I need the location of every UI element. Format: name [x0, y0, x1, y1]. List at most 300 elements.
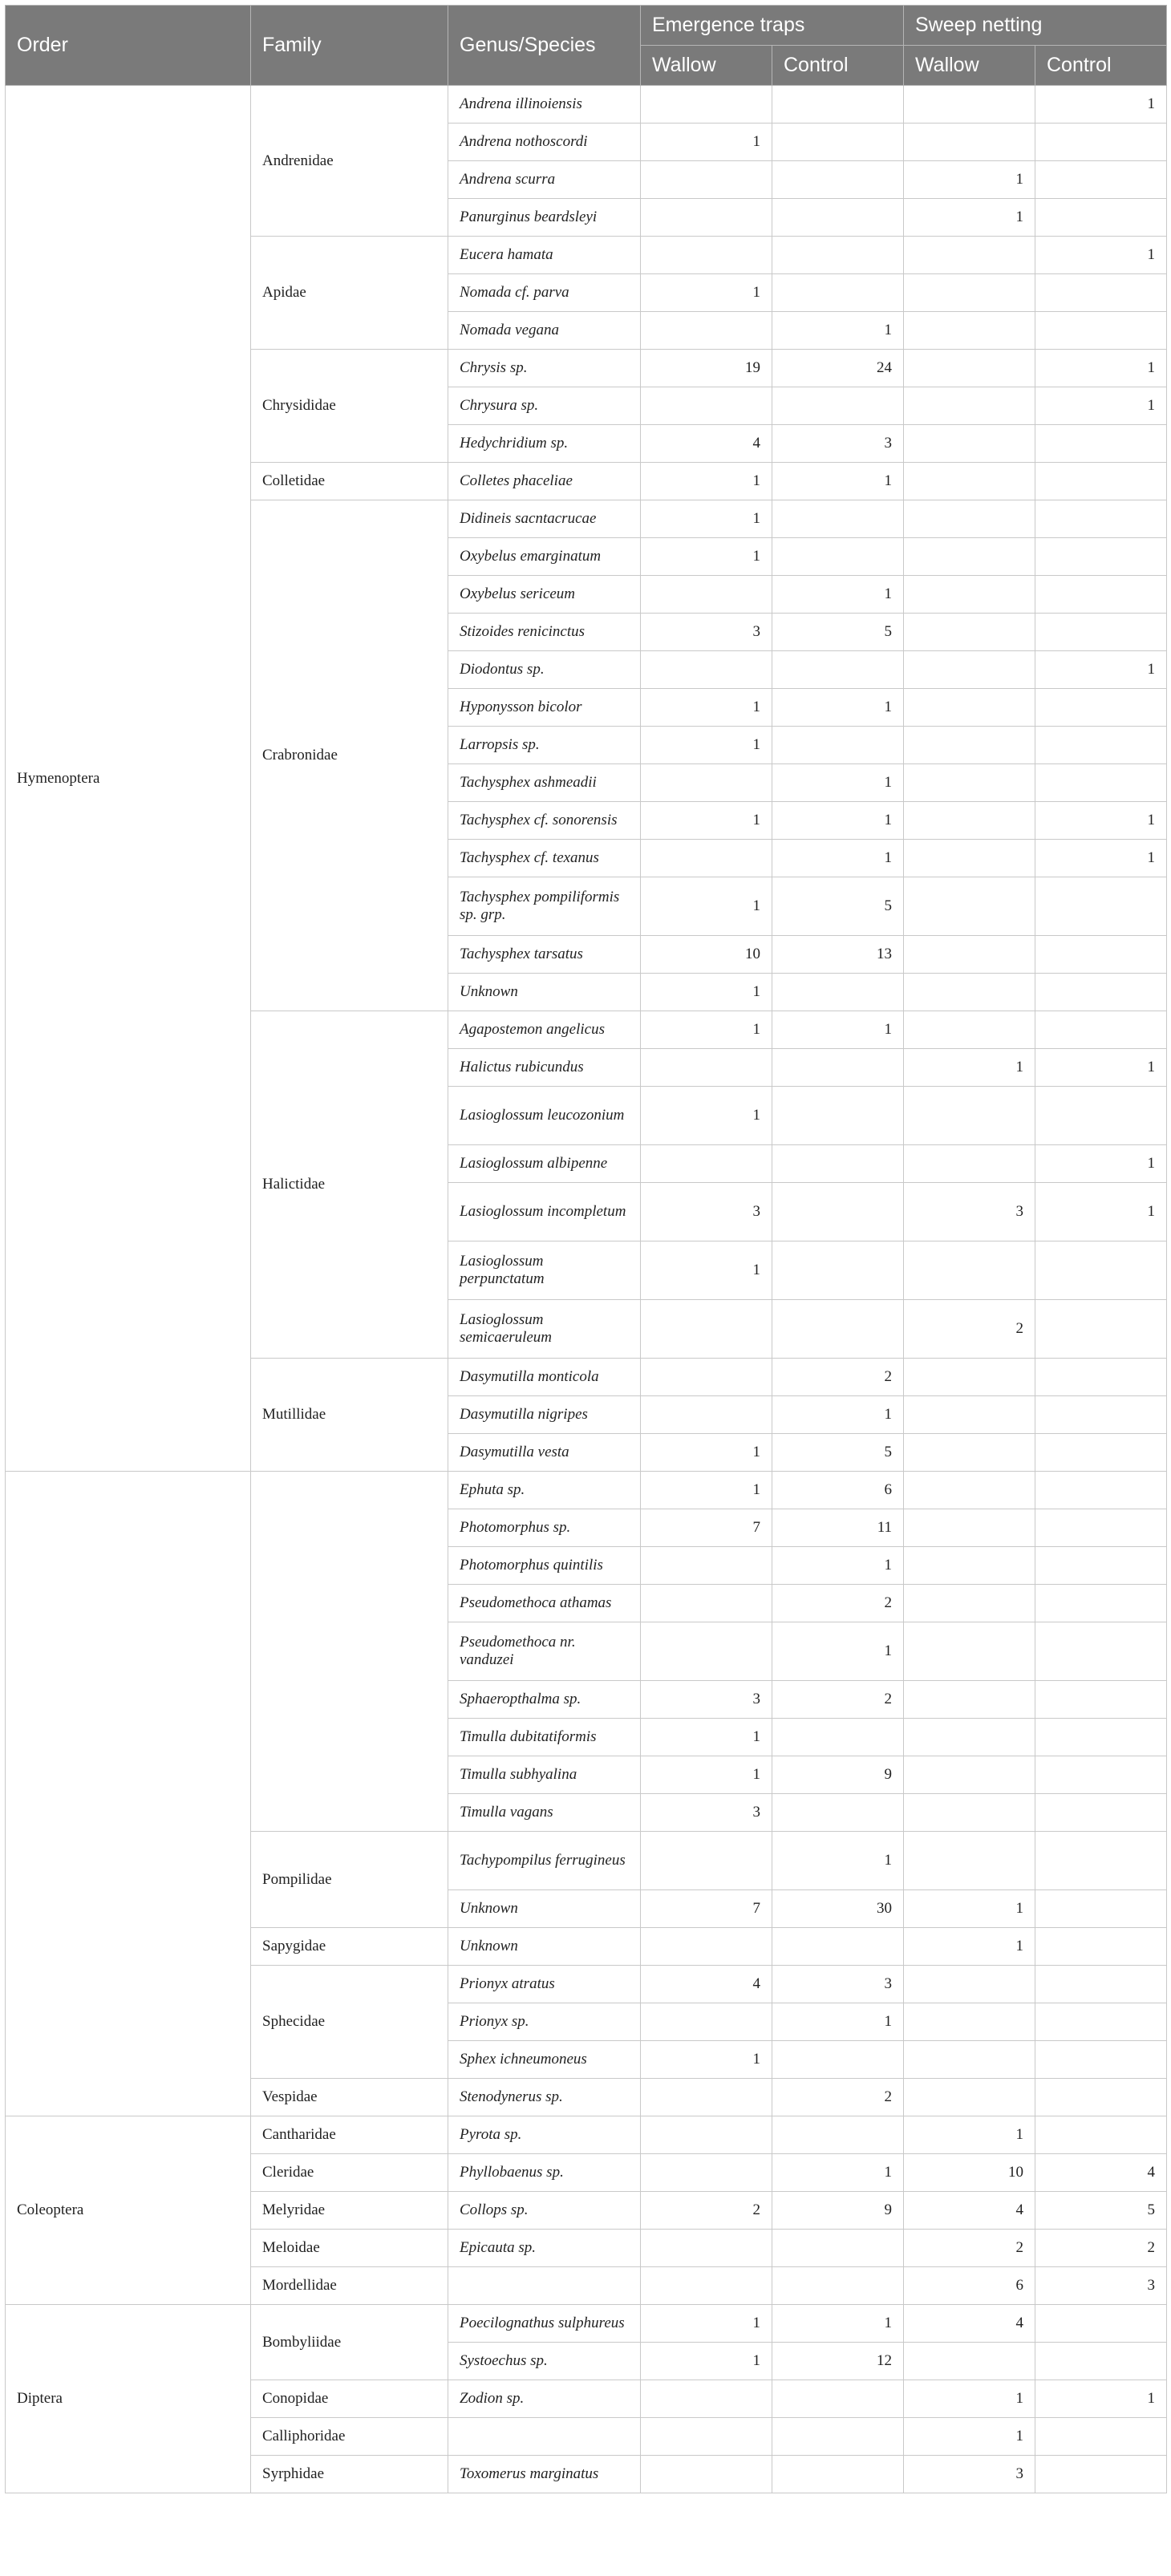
- species-cell: Andrena scurra: [448, 161, 641, 199]
- sweep-control-count: 5: [1035, 2192, 1167, 2230]
- sweep-control-count: [1035, 2079, 1167, 2116]
- species-cell: Eucera hamata: [448, 237, 641, 274]
- sweep-control-count: [1035, 1832, 1167, 1890]
- emergence-wallow-count: [641, 2003, 772, 2041]
- emergence-control-count: [772, 124, 904, 161]
- emergence-wallow-count: [641, 1547, 772, 1585]
- sweep-control-count: [1035, 576, 1167, 614]
- emergence-control-count: [772, 387, 904, 425]
- sweep-control-count: 1: [1035, 1183, 1167, 1241]
- sweep-control-count: 1: [1035, 237, 1167, 274]
- sweep-control-count: [1035, 1359, 1167, 1396]
- sweep-wallow-count: [904, 1396, 1035, 1434]
- emergence-wallow-count: 1: [641, 538, 772, 576]
- header-et-wallow: Wallow: [641, 46, 772, 86]
- emergence-control-count: [772, 538, 904, 576]
- sweep-control-count: [1035, 1719, 1167, 1756]
- sweep-control-count: [1035, 2305, 1167, 2343]
- species-cell: Tachysphex cf. texanus: [448, 840, 641, 877]
- emergence-wallow-count: [641, 1145, 772, 1183]
- species-cell: Larropsis sp.: [448, 727, 641, 764]
- emergence-wallow-count: 1: [641, 1756, 772, 1794]
- emergence-control-count: 2: [772, 1585, 904, 1622]
- sweep-wallow-count: 1: [904, 2380, 1035, 2418]
- species-cell: Unknown: [448, 974, 641, 1011]
- emergence-wallow-count: 2: [641, 2192, 772, 2230]
- species-cell: Tachysphex tarsatus: [448, 936, 641, 974]
- sweep-control-count: 1: [1035, 651, 1167, 689]
- species-cell: Timulla vagans: [448, 1794, 641, 1832]
- sweep-wallow-count: [904, 463, 1035, 500]
- sweep-wallow-count: [904, 387, 1035, 425]
- emergence-wallow-count: 1: [641, 1434, 772, 1472]
- emergence-wallow-count: 1: [641, 727, 772, 764]
- emergence-wallow-count: [641, 1585, 772, 1622]
- sweep-wallow-count: [904, 2079, 1035, 2116]
- table-row: [6, 2116, 1167, 2154]
- family-cell: Andrenidae: [251, 86, 448, 237]
- sweep-control-count: [1035, 936, 1167, 974]
- species-cell: Andrena illinoiensis: [448, 86, 641, 124]
- sweep-wallow-count: [904, 727, 1035, 764]
- species-cell: Lasioglossum incompletum: [448, 1183, 641, 1241]
- species-cell: Epicauta sp.: [448, 2230, 641, 2267]
- emergence-control-count: 24: [772, 350, 904, 387]
- emergence-control-count: 1: [772, 463, 904, 500]
- sweep-control-count: [1035, 312, 1167, 350]
- emergence-wallow-count: 4: [641, 425, 772, 463]
- table-header: [6, 6, 1167, 86]
- sweep-control-count: 1: [1035, 840, 1167, 877]
- sweep-wallow-count: [904, 350, 1035, 387]
- emergence-wallow-count: 1: [641, 802, 772, 840]
- sweep-control-count: [1035, 1622, 1167, 1681]
- sweep-control-count: [1035, 1472, 1167, 1509]
- sweep-control-count: [1035, 877, 1167, 936]
- family-cell: Bombyliidae: [251, 2305, 448, 2380]
- species-cell: Lasioglossum perpunctatum: [448, 1241, 641, 1300]
- sweep-wallow-count: 6: [904, 2267, 1035, 2305]
- emergence-control-count: 9: [772, 2192, 904, 2230]
- sweep-wallow-count: [904, 651, 1035, 689]
- family-cell: Vespidae: [251, 2079, 448, 2116]
- species-cell: Pseudomethoca athamas: [448, 1585, 641, 1622]
- species-cell: Colletes phaceliae: [448, 463, 641, 500]
- emergence-control-count: 1: [772, 2003, 904, 2041]
- emergence-wallow-count: 1: [641, 974, 772, 1011]
- sweep-control-count: [1035, 1509, 1167, 1547]
- emergence-control-count: [772, 161, 904, 199]
- emergence-wallow-count: [641, 1359, 772, 1396]
- emergence-control-count: [772, 2456, 904, 2493]
- emergence-wallow-count: [641, 387, 772, 425]
- species-cell: Diodontus sp.: [448, 651, 641, 689]
- family-cell: Meloidae: [251, 2230, 448, 2267]
- sweep-wallow-count: [904, 1241, 1035, 1300]
- emergence-control-count: 9: [772, 1756, 904, 1794]
- sweep-wallow-count: [904, 1966, 1035, 2003]
- emergence-wallow-count: 1: [641, 1719, 772, 1756]
- emergence-wallow-count: 3: [641, 614, 772, 651]
- emergence-wallow-count: [641, 651, 772, 689]
- emergence-wallow-count: [641, 1928, 772, 1966]
- order-cell: Hymenoptera: [6, 86, 251, 1472]
- family-cell: Conopidae: [251, 2380, 448, 2418]
- sweep-wallow-count: [904, 1434, 1035, 1472]
- sweep-control-count: [1035, 1756, 1167, 1794]
- emergence-control-count: [772, 237, 904, 274]
- sweep-wallow-count: [904, 1585, 1035, 1622]
- emergence-control-count: [772, 2230, 904, 2267]
- emergence-wallow-count: 3: [641, 1681, 772, 1719]
- sweep-wallow-count: 1: [904, 2418, 1035, 2456]
- sweep-wallow-count: [904, 1359, 1035, 1396]
- order-cell: Coleoptera: [6, 2116, 251, 2305]
- emergence-control-count: 1: [772, 1396, 904, 1434]
- species-cell: Panurginus beardsleyi: [448, 199, 641, 237]
- sweep-control-count: [1035, 425, 1167, 463]
- species-cell: Halictus rubicundus: [448, 1049, 641, 1087]
- emergence-wallow-count: [641, 86, 772, 124]
- emergence-wallow-count: 1: [641, 274, 772, 312]
- table-container: [5, 5, 1166, 2493]
- emergence-wallow-count: [641, 2116, 772, 2154]
- family-cell: Melyridae: [251, 2192, 448, 2230]
- emergence-wallow-count: [641, 237, 772, 274]
- emergence-wallow-count: 1: [641, 877, 772, 936]
- emergence-control-count: [772, 1183, 904, 1241]
- sweep-wallow-count: 10: [904, 2154, 1035, 2192]
- emergence-control-count: [772, 2418, 904, 2456]
- emergence-wallow-count: 3: [641, 1183, 772, 1241]
- species-cell: Agapostemon angelicus: [448, 1011, 641, 1049]
- species-cell: Oxybelus emarginatum: [448, 538, 641, 576]
- emergence-control-count: 5: [772, 877, 904, 936]
- emergence-wallow-count: 1: [641, 2305, 772, 2343]
- table-row: [6, 86, 1167, 124]
- emergence-wallow-count: [641, 2154, 772, 2192]
- sweep-control-count: [1035, 1241, 1167, 1300]
- sweep-wallow-count: [904, 689, 1035, 727]
- species-cell: Sphex ichneumoneus: [448, 2041, 641, 2079]
- emergence-wallow-count: [641, 2079, 772, 2116]
- sweep-control-count: [1035, 2003, 1167, 2041]
- emergence-wallow-count: 1: [641, 1472, 772, 1509]
- sweep-control-count: [1035, 1966, 1167, 2003]
- species-cell: Lasioglossum leucozonium: [448, 1087, 641, 1145]
- species-cell: Timulla subhyalina: [448, 1756, 641, 1794]
- emergence-control-count: [772, 1145, 904, 1183]
- sweep-control-count: [1035, 1396, 1167, 1434]
- emergence-control-count: [772, 1241, 904, 1300]
- sweep-wallow-count: 1: [904, 2116, 1035, 2154]
- emergence-control-count: [772, 727, 904, 764]
- emergence-wallow-count: [641, 199, 772, 237]
- sweep-control-count: [1035, 1547, 1167, 1585]
- emergence-control-count: [772, 1928, 904, 1966]
- emergence-control-count: 2: [772, 1359, 904, 1396]
- sweep-wallow-count: [904, 1681, 1035, 1719]
- sweep-control-count: [1035, 161, 1167, 199]
- species-cell: Systoechus sp.: [448, 2343, 641, 2380]
- sweep-control-count: [1035, 1585, 1167, 1622]
- family-cell: Chrysididae: [251, 350, 448, 463]
- emergence-wallow-count: [641, 2267, 772, 2305]
- species-cell: Collops sp.: [448, 2192, 641, 2230]
- sweep-wallow-count: [904, 802, 1035, 840]
- species-cell: Toxomerus marginatus: [448, 2456, 641, 2493]
- sweep-wallow-count: [904, 425, 1035, 463]
- emergence-wallow-count: 1: [641, 124, 772, 161]
- sweep-wallow-count: 2: [904, 2230, 1035, 2267]
- sweep-wallow-count: 3: [904, 2456, 1035, 2493]
- emergence-control-count: 1: [772, 576, 904, 614]
- sweep-wallow-count: [904, 614, 1035, 651]
- sweep-control-count: 1: [1035, 1049, 1167, 1087]
- emergence-control-count: 1: [772, 1011, 904, 1049]
- emergence-control-count: 1: [772, 2154, 904, 2192]
- header-sn-wallow: Wallow: [904, 46, 1035, 86]
- sweep-control-count: 1: [1035, 86, 1167, 124]
- sweep-control-count: [1035, 974, 1167, 1011]
- species-cell: Pseudomethoca nr. vanduzei: [448, 1622, 641, 1681]
- sweep-wallow-count: [904, 1794, 1035, 1832]
- family-cell: Syrphidae: [251, 2456, 448, 2493]
- species-cell: Stizoides renicinctus: [448, 614, 641, 651]
- sweep-control-count: [1035, 1794, 1167, 1832]
- sweep-wallow-count: [904, 2041, 1035, 2079]
- table-row: [6, 1472, 1167, 1509]
- sweep-control-count: [1035, 124, 1167, 161]
- sweep-control-count: 3: [1035, 2267, 1167, 2305]
- emergence-control-count: [772, 1719, 904, 1756]
- species-cell: Dasymutilla nigripes: [448, 1396, 641, 1434]
- emergence-control-count: 5: [772, 614, 904, 651]
- sweep-control-count: [1035, 727, 1167, 764]
- header-genus-species: Genus/Species: [448, 6, 641, 86]
- sweep-control-count: [1035, 614, 1167, 651]
- sweep-control-count: [1035, 274, 1167, 312]
- emergence-control-count: 1: [772, 1832, 904, 1890]
- sweep-control-count: [1035, 538, 1167, 576]
- sweep-control-count: 1: [1035, 350, 1167, 387]
- family-cell: Sapygidae: [251, 1928, 448, 1966]
- species-cell: Nomada cf. parva: [448, 274, 641, 312]
- species-cell: Unknown: [448, 1890, 641, 1928]
- table-body: [6, 86, 1167, 2493]
- family-cell: Colletidae: [251, 463, 448, 500]
- species-cell: Prionyx atratus: [448, 1966, 641, 2003]
- family-cell: Crabronidae: [251, 500, 448, 1011]
- species-cell: Tachypompilus ferrugineus: [448, 1832, 641, 1890]
- emergence-control-count: [772, 2380, 904, 2418]
- species-cell: Ephuta sp.: [448, 1472, 641, 1509]
- sweep-control-count: [1035, 2116, 1167, 2154]
- sweep-control-count: 1: [1035, 1145, 1167, 1183]
- emergence-control-count: 1: [772, 1622, 904, 1681]
- emergence-wallow-count: 1: [641, 689, 772, 727]
- species-cell: Sphaeropthalma sp.: [448, 1681, 641, 1719]
- sweep-control-count: [1035, 1300, 1167, 1359]
- sweep-control-count: [1035, 1890, 1167, 1928]
- species-table: [5, 5, 1167, 2493]
- sweep-wallow-count: [904, 1011, 1035, 1049]
- emergence-wallow-count: [641, 1832, 772, 1890]
- emergence-wallow-count: 19: [641, 350, 772, 387]
- emergence-control-count: 3: [772, 1966, 904, 2003]
- family-cell: Pompilidae: [251, 1832, 448, 1928]
- sweep-control-count: 4: [1035, 2154, 1167, 2192]
- emergence-control-count: 1: [772, 312, 904, 350]
- sweep-wallow-count: [904, 1547, 1035, 1585]
- emergence-control-count: [772, 86, 904, 124]
- species-cell: Tachysphex ashmeadii: [448, 764, 641, 802]
- species-cell: Phyllobaenus sp.: [448, 2154, 641, 2192]
- sweep-control-count: [1035, 689, 1167, 727]
- emergence-control-count: [772, 651, 904, 689]
- family-cell: Halictidae: [251, 1011, 448, 1359]
- sweep-control-count: [1035, 1928, 1167, 1966]
- sweep-wallow-count: [904, 840, 1035, 877]
- emergence-wallow-count: [641, 840, 772, 877]
- emergence-control-count: 1: [772, 689, 904, 727]
- emergence-control-count: 1: [772, 840, 904, 877]
- emergence-control-count: 2: [772, 2079, 904, 2116]
- emergence-wallow-count: [641, 2456, 772, 2493]
- emergence-control-count: 2: [772, 1681, 904, 1719]
- sweep-control-count: 1: [1035, 387, 1167, 425]
- emergence-wallow-count: 1: [641, 1087, 772, 1145]
- sweep-wallow-count: 1: [904, 1890, 1035, 1928]
- order-cell: [6, 1472, 251, 2116]
- family-cell: Mutillidae: [251, 1359, 448, 1472]
- species-cell: Pyrota sp.: [448, 2116, 641, 2154]
- emergence-wallow-count: [641, 312, 772, 350]
- sweep-wallow-count: 3: [904, 1183, 1035, 1241]
- emergence-control-count: [772, 974, 904, 1011]
- species-cell: Timulla dubitatiformis: [448, 1719, 641, 1756]
- species-cell: Hedychridium sp.: [448, 425, 641, 463]
- emergence-wallow-count: 1: [641, 2041, 772, 2079]
- sweep-wallow-count: [904, 1832, 1035, 1890]
- sweep-control-count: [1035, 764, 1167, 802]
- sweep-wallow-count: 1: [904, 1928, 1035, 1966]
- sweep-wallow-count: [904, 312, 1035, 350]
- emergence-control-count: [772, 2116, 904, 2154]
- emergence-control-count: [772, 1049, 904, 1087]
- family-cell: [251, 1472, 448, 1832]
- sweep-wallow-count: [904, 1622, 1035, 1681]
- species-cell: Unknown: [448, 1928, 641, 1966]
- emergence-wallow-count: 1: [641, 463, 772, 500]
- sweep-wallow-count: [904, 86, 1035, 124]
- sweep-control-count: [1035, 2041, 1167, 2079]
- sweep-control-count: [1035, 2343, 1167, 2380]
- emergence-control-count: [772, 274, 904, 312]
- species-cell: Dasymutilla monticola: [448, 1359, 641, 1396]
- species-cell: Didineis sacntacrucae: [448, 500, 641, 538]
- sweep-wallow-count: [904, 237, 1035, 274]
- sweep-wallow-count: [904, 124, 1035, 161]
- emergence-wallow-count: [641, 161, 772, 199]
- species-cell: Lasioglossum semicaeruleum: [448, 1300, 641, 1359]
- species-cell: Lasioglossum albipenne: [448, 1145, 641, 1183]
- sweep-wallow-count: [904, 764, 1035, 802]
- emergence-control-count: [772, 500, 904, 538]
- emergence-wallow-count: [641, 764, 772, 802]
- sweep-wallow-count: [904, 274, 1035, 312]
- sweep-wallow-count: 2: [904, 1300, 1035, 1359]
- emergence-wallow-count: [641, 2230, 772, 2267]
- emergence-control-count: [772, 2041, 904, 2079]
- sweep-control-count: [1035, 1087, 1167, 1145]
- sweep-control-count: 1: [1035, 2380, 1167, 2418]
- emergence-control-count: [772, 1087, 904, 1145]
- species-cell: Nomada vegana: [448, 312, 641, 350]
- sweep-wallow-count: 4: [904, 2192, 1035, 2230]
- emergence-control-count: [772, 1300, 904, 1359]
- sweep-control-count: [1035, 1011, 1167, 1049]
- species-cell: Hyponysson bicolor: [448, 689, 641, 727]
- sweep-control-count: [1035, 463, 1167, 500]
- emergence-control-count: 3: [772, 425, 904, 463]
- sweep-wallow-count: 4: [904, 2305, 1035, 2343]
- sweep-wallow-count: [904, 974, 1035, 1011]
- emergence-wallow-count: [641, 576, 772, 614]
- family-cell: Mordellidae: [251, 2267, 448, 2305]
- emergence-control-count: 6: [772, 1472, 904, 1509]
- sweep-control-count: [1035, 1681, 1167, 1719]
- emergence-control-count: 30: [772, 1890, 904, 1928]
- sweep-control-count: 1: [1035, 802, 1167, 840]
- sweep-wallow-count: [904, 936, 1035, 974]
- emergence-wallow-count: 1: [641, 1011, 772, 1049]
- emergence-wallow-count: 4: [641, 1966, 772, 2003]
- header-order: Order: [6, 6, 251, 86]
- sweep-wallow-count: 1: [904, 199, 1035, 237]
- species-cell: Tachysphex pompiliformis sp. grp.: [448, 877, 641, 936]
- emergence-wallow-count: [641, 1622, 772, 1681]
- emergence-control-count: 1: [772, 764, 904, 802]
- sweep-wallow-count: [904, 1719, 1035, 1756]
- sweep-wallow-count: [904, 877, 1035, 936]
- emergence-control-count: 5: [772, 1434, 904, 1472]
- species-cell: Photomorphus quintilis: [448, 1547, 641, 1585]
- sweep-wallow-count: [904, 1472, 1035, 1509]
- species-cell: Tachysphex cf. sonorensis: [448, 802, 641, 840]
- header-family: Family: [251, 6, 448, 86]
- sweep-wallow-count: 1: [904, 1049, 1035, 1087]
- sweep-control-count: [1035, 2418, 1167, 2456]
- emergence-wallow-count: [641, 1049, 772, 1087]
- species-cell: Oxybelus sericeum: [448, 576, 641, 614]
- sweep-wallow-count: [904, 500, 1035, 538]
- emergence-wallow-count: 1: [641, 1241, 772, 1300]
- emergence-wallow-count: 7: [641, 1509, 772, 1547]
- table-row: [6, 2305, 1167, 2343]
- sweep-wallow-count: [904, 576, 1035, 614]
- emergence-wallow-count: 1: [641, 2343, 772, 2380]
- species-cell: Photomorphus sp.: [448, 1509, 641, 1547]
- family-cell: Cleridae: [251, 2154, 448, 2192]
- species-cell: Dasymutilla vesta: [448, 1434, 641, 1472]
- species-cell: Chrysis sp.: [448, 350, 641, 387]
- sweep-control-count: 2: [1035, 2230, 1167, 2267]
- family-cell: Calliphoridae: [251, 2418, 448, 2456]
- family-cell: Cantharidae: [251, 2116, 448, 2154]
- sweep-control-count: [1035, 500, 1167, 538]
- sweep-wallow-count: [904, 538, 1035, 576]
